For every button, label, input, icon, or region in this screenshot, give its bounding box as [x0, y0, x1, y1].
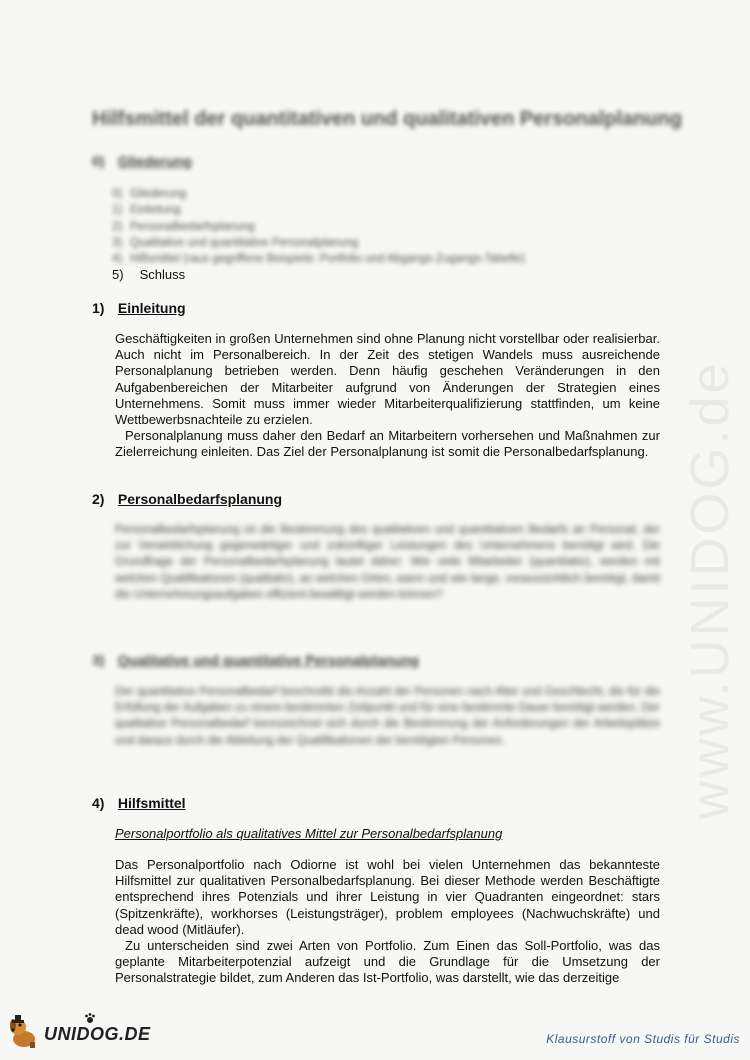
section-heading-label: Hilfsmittel [117, 795, 186, 811]
toc-item-label: Schluss [139, 267, 186, 282]
hilfsmittel-subtitle: Personalportfolio als qualitatives Mittel zur Personalbedarfsplanung [115, 826, 503, 841]
section-heading-einleitung [92, 300, 186, 316]
logo-text: UNIDOG.DE [44, 1024, 151, 1044]
section-heading-label: Qualitative und quantitative Personalplanung [117, 652, 419, 668]
document-title: Hilfsmittel der quantitativen und qualitativen Personalplanung [92, 108, 683, 130]
unidog-logo [6, 1012, 156, 1054]
watermark: www.UNIDOG.de [680, 360, 740, 820]
toc-heading-label: Gliederung [117, 153, 192, 169]
einleitung-paragraph-1: Geschäftigkeiten in großen Unternehmen sind ohne Planung nicht vorstellbar oder realisierbar. Auch nicht im Personalbereich. In der Zeit des stetigen Wandels muss ausreichende Personalplanung betrieben werden. Denn häufig geschehen Veränderungen in den Aufgabenbereichen der Mitarbeiter aufgrund von Änderungen der Strategien eines Unternehmens. Somit muss immer wieder Mitarbeiterqualifizierung stattfinden, um keine Wettbewerbsnachteile zu erzielen. [115, 331, 660, 428]
section-heading-label: Einleitung [117, 300, 186, 316]
section-heading-qualitativ [92, 652, 419, 668]
toc-item-number: 5) [112, 267, 124, 282]
hilfsmittel-paragraph-2: Zu unterscheiden sind zwei Arten von Portfolio. Zum Einen das Soll-Portfolio, was das geplante Mitarbeiterpotenzial aufzeigt und die Grundlage für die Umsetzung der Personalstrategie bildet, zum Anderen das Ist-Portfolio, was darstellt, wie das derzeitige [115, 938, 660, 986]
toc-number: 0) [92, 153, 105, 169]
toc-item-schluss [112, 267, 185, 282]
footer-tagline: Klausurstoff von Studis für Studis [546, 1032, 740, 1046]
section-number: 2) [92, 491, 105, 507]
toc-item: 0) Gliederung [112, 188, 187, 200]
toc-heading [92, 153, 192, 169]
toc-item: 4) Hilfsmittel (raus gegriffene Beispiele: Portfolio und Abgangs-Zugangs-Tabelle) [112, 253, 525, 266]
paw-icon [84, 1012, 96, 1024]
section-heading-personalbedarfsplanung [92, 491, 282, 507]
dog-icon [6, 1012, 46, 1052]
personalbedarf-paragraph: Personalbedarfsplanung ist die Bestimmung des qualitativen und quantitativen Bedarfs an Personal, der zur Verwirklichung gegenwärtiger und zukünftiger Leistungen des Unternehmens benötigt wird. Die Grundfrage der Personalbedarfsplanung lautet daher: Wie viele Mitarbeiter (quantitativ), werden mit welchen Qualifikationen (qualitativ), an welchen Orten, wann und wie lange, voraussichtlich benötigt, damit die Unternehmungsaufgaben effizient bewältigt werden können? [115, 524, 660, 601]
hilfsmittel-paragraph-1: Das Personalportfolio nach Odiorne ist wohl bei vielen Unternehmen das bekannteste Hilfsmittel zur qualitativen Personalbedarfsplanung. Bei dieser Methode werden Beschäftigte entsprechend ihres Potenzials und ihrer Leistung in vier Quadranten eingeordnet: stars (Spitzenkräfte), workhorses (Leistungsträger), problem employees (Nachwuchskräfte) und dead wood (Mitläufer). [115, 857, 660, 937]
toc-item: 1) Einleitung [112, 204, 181, 217]
section-heading-label: Personalbedarfsplanung [117, 491, 283, 507]
toc-item: 2) Personalbedarfsplanung [112, 220, 255, 233]
toc-list [112, 186, 525, 267]
section-number: 1) [92, 300, 105, 316]
section-number: 4) [92, 795, 105, 811]
section-heading-hilfsmittel [92, 795, 186, 811]
section-number: 3) [92, 652, 105, 668]
einleitung-paragraph-2: Personalplanung muss daher den Bedarf an Mitarbeitern vorhersehen und Maßnahmen zur Zielerreichung einleiten. Das Ziel der Personalplanung ist somit die Personalbedarfsplanung. [115, 428, 660, 460]
qualitativ-paragraph: Der quantitative Personalbedarf beschreibt die Anzahl der Personen nach Alter und Geschlecht, die für die Erfüllung der Aufgaben zu einem bestimmten Zeitpunkt und für eine bestimmte Dauer benötigt werden. Der qualitative Personalbedarf kennzeichnet sich durch die Bestimmung der Anforderungen der Arbeitsplätze und daraus durch die Ableitung der Qualifikationen der benötigten Personen. [115, 686, 660, 747]
toc-item: 3) Qualitative und quantitative Personalplanung [112, 236, 359, 249]
